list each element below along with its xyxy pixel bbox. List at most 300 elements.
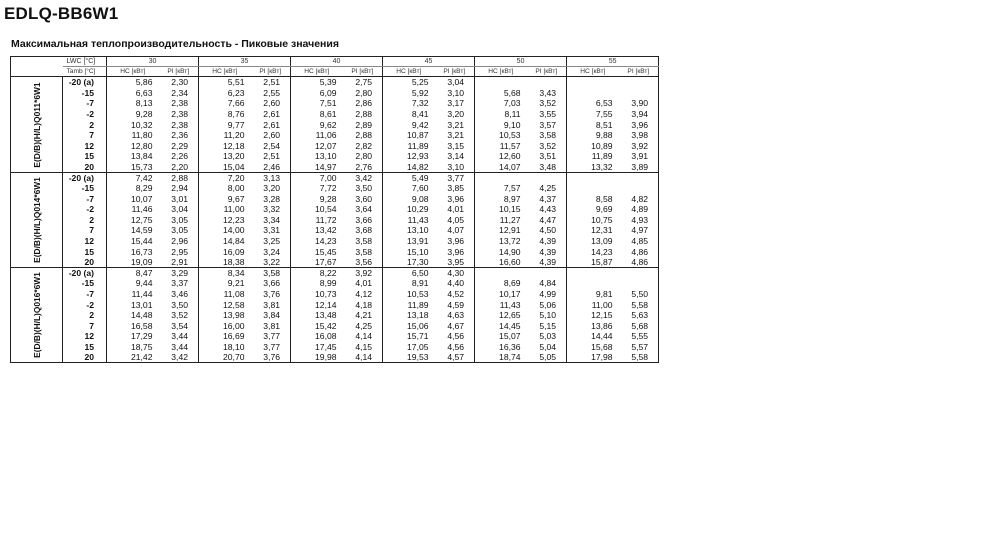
hc-value: 14,44 — [591, 331, 613, 342]
tamb-label: Tamb [°C] — [63, 67, 107, 77]
pi-value: 3,01 — [159, 193, 199, 204]
pi-value: 5,03 — [527, 331, 567, 342]
model-label: E(D/B)(H/L)Q016*6W1 — [31, 272, 42, 359]
pi-unit-header-30: PI [кВт] — [159, 67, 199, 77]
lwc-header-45: 45 — [383, 57, 475, 67]
pi-value: 3,84 — [251, 310, 291, 321]
pi-value: 3,13 — [251, 172, 291, 183]
hc-value: 15,44 — [130, 236, 153, 247]
hc-value: 21,42 — [107, 352, 159, 363]
pi-value: 4,84 — [527, 278, 567, 289]
tamb-value: -20 (a) — [63, 77, 107, 88]
tamb-value: 12 — [63, 236, 107, 247]
pi-value: 3,98 — [619, 130, 659, 141]
hc-value: 7,32 — [411, 98, 429, 109]
tamb-value: 2 — [63, 119, 107, 130]
heating-capacity-table — [10, 56, 659, 363]
pi-value: 5,63 — [619, 310, 659, 321]
tamb-value: 7 — [63, 130, 107, 141]
pi-value — [619, 87, 659, 98]
pi-value: 4,39 — [527, 236, 567, 247]
hc-value: 13,42 — [315, 225, 337, 236]
hc-value: 18,75 — [130, 342, 153, 353]
header-row-units — [11, 67, 659, 77]
pi-value: 4,56 — [435, 342, 475, 353]
hc-value — [567, 172, 619, 183]
hc-value: 10,07 — [130, 193, 153, 204]
pi-value: 3,42 — [343, 172, 383, 183]
pi-value: 3,60 — [343, 193, 383, 204]
pi-value: 4,47 — [527, 215, 567, 226]
table-row — [11, 331, 659, 342]
pi-value: 2,38 — [159, 119, 199, 130]
pi-value: 4,93 — [619, 215, 659, 226]
pi-value: 3,20 — [251, 183, 291, 194]
lwc-header-30: 30 — [107, 57, 199, 67]
pi-value: 3,10 — [435, 162, 475, 173]
table-row — [11, 140, 659, 151]
table-row — [11, 204, 659, 215]
table-row — [11, 130, 659, 141]
pi-value — [619, 278, 659, 289]
pi-value: 3,81 — [251, 321, 291, 332]
pi-value: 3,58 — [527, 130, 567, 141]
hc-value — [475, 268, 527, 279]
pi-value: 5,05 — [527, 352, 567, 363]
pi-value: 2,36 — [159, 130, 199, 141]
hc-value: 5,49 — [383, 172, 435, 183]
table-row — [11, 278, 659, 289]
hc-value: 9,21 — [227, 278, 245, 289]
hc-value: 15,04 — [223, 161, 245, 172]
hc-value: 15,07 — [499, 331, 521, 342]
pi-value: 3,21 — [435, 119, 475, 130]
pi-value: 4,89 — [619, 204, 659, 215]
hc-value: 16,73 — [130, 246, 153, 257]
table-row — [11, 215, 659, 226]
hc-value: 11,27 — [499, 214, 521, 225]
hc-value: 17,98 — [567, 352, 619, 363]
hc-value: 12,15 — [591, 310, 613, 321]
hc-value — [567, 278, 619, 289]
hc-value: 16,69 — [223, 331, 245, 342]
pi-value: 3,42 — [159, 352, 199, 363]
pi-value: 4,97 — [619, 225, 659, 236]
hc-value: 8,51 — [595, 119, 613, 130]
hc-value: 7,42 — [107, 172, 159, 183]
pi-value: 2,75 — [343, 77, 383, 88]
hc-value: 10,73 — [315, 289, 337, 300]
lwc-header-55: 55 — [567, 57, 659, 67]
pi-value: 3,94 — [619, 109, 659, 120]
pi-value: 3,32 — [251, 204, 291, 215]
pi-value: 2,55 — [251, 87, 291, 98]
hc-value: 6,53 — [595, 98, 613, 109]
lwc-header-50: 50 — [475, 57, 567, 67]
lwc-header-40: 40 — [291, 57, 383, 67]
pi-value — [619, 183, 659, 194]
tamb-value: -7 — [63, 98, 107, 109]
model-label-cell — [11, 268, 63, 363]
hc-value: 8,61 — [319, 108, 337, 119]
hc-value: 13,48 — [315, 310, 337, 321]
hc-unit-header-40: HC [кВт] — [291, 67, 343, 77]
pi-value: 2,80 — [343, 151, 383, 162]
pi-value: 5,58 — [619, 299, 659, 310]
table-row — [11, 246, 659, 257]
pi-value: 3,55 — [527, 109, 567, 120]
pi-value: 2,61 — [251, 109, 291, 120]
pi-value: 3,21 — [435, 130, 475, 141]
pi-value: 2,51 — [251, 77, 291, 88]
pi-value: 3,28 — [251, 193, 291, 204]
pi-value: 3,92 — [343, 268, 383, 279]
hc-value: 13,32 — [591, 161, 613, 172]
hc-value: 14,45 — [499, 320, 521, 331]
pi-value: 4,85 — [619, 236, 659, 247]
hc-value: 7,03 — [503, 98, 521, 109]
pi-value: 4,43 — [527, 204, 567, 215]
hc-value: 19,98 — [291, 352, 343, 363]
pi-value: 3,58 — [251, 268, 291, 279]
hc-value: 15,45 — [315, 246, 337, 257]
hc-value: 15,68 — [591, 342, 613, 353]
tamb-value: -2 — [63, 204, 107, 215]
pi-value: 5,57 — [619, 342, 659, 353]
header-row-lwc — [11, 57, 659, 67]
pi-value: 3,77 — [435, 172, 475, 183]
hc-value: 11,46 — [131, 204, 153, 215]
hc-value: 10,53 — [499, 130, 521, 141]
hc-unit-header-30: HC [кВт] — [107, 67, 159, 77]
pi-value: 3,91 — [619, 151, 659, 162]
pi-value: 3,77 — [251, 331, 291, 342]
hc-value: 11,44 — [131, 289, 153, 300]
hc-value: 15,06 — [407, 320, 429, 331]
hc-value: 11,72 — [315, 214, 337, 225]
pi-unit-header-55: PI [кВт] — [619, 67, 659, 77]
pi-value: 2,60 — [251, 98, 291, 109]
hc-unit-header-55: HC [кВт] — [567, 67, 619, 77]
hc-value — [567, 77, 619, 88]
hc-value: 15,71 — [407, 331, 429, 342]
pi-value: 2,61 — [251, 119, 291, 130]
hc-value: 14,59 — [130, 225, 153, 236]
pi-value: 2,34 — [159, 87, 199, 98]
table-row — [11, 193, 659, 204]
pi-value: 4,14 — [343, 352, 383, 363]
pi-value: 4,63 — [435, 310, 475, 321]
hc-value: 8,76 — [227, 108, 245, 119]
hc-value: 13,91 — [407, 236, 429, 247]
hc-value: 15,42 — [315, 320, 337, 331]
hc-value: 8,00 — [227, 183, 245, 194]
hc-value: 9,44 — [135, 278, 153, 289]
pi-value: 2,96 — [159, 236, 199, 247]
hc-value: 10,87 — [407, 130, 429, 141]
hc-value: 9,77 — [227, 119, 245, 130]
tamb-value: 20 — [63, 162, 107, 173]
hc-value: 5,51 — [199, 77, 251, 88]
table-row — [11, 236, 659, 247]
hc-value: 7,66 — [227, 98, 245, 109]
pi-value: 2,54 — [251, 140, 291, 151]
table-row — [11, 172, 659, 183]
hc-value: 14,90 — [499, 246, 521, 257]
pi-value: 3,04 — [435, 77, 475, 88]
pi-value: 3,68 — [343, 225, 383, 236]
model-label-cell — [11, 77, 63, 172]
hc-value: 8,29 — [135, 183, 153, 194]
table-row — [11, 183, 659, 194]
pi-unit-header-35: PI [кВт] — [251, 67, 291, 77]
hc-value: 13,98 — [223, 310, 245, 321]
table-row — [11, 87, 659, 98]
model-label: E(D/B)(H/L)Q014*6W1 — [31, 177, 42, 263]
hc-value: 5,39 — [291, 77, 343, 88]
pi-value: 4,12 — [343, 289, 383, 300]
hc-value: 8,69 — [503, 278, 521, 289]
hc-value: 7,60 — [411, 183, 429, 194]
table-row — [11, 151, 659, 162]
pi-value: 5,15 — [527, 321, 567, 332]
table-row — [11, 109, 659, 120]
hc-value: 9,81 — [595, 289, 613, 300]
pi-value: 3,96 — [435, 236, 475, 247]
pi-value: 4,56 — [435, 331, 475, 342]
pi-value: 4,25 — [527, 183, 567, 194]
tamb-value: -7 — [63, 193, 107, 204]
hc-value: 11,08 — [223, 289, 245, 300]
tamb-value: -20 (a) — [63, 172, 107, 183]
table-row — [11, 77, 659, 88]
tamb-value: 2 — [63, 310, 107, 321]
pi-value: 3,05 — [159, 225, 199, 236]
hc-value: 9,08 — [411, 193, 429, 204]
hc-value: 11,57 — [499, 140, 521, 151]
pi-value: 3,50 — [343, 183, 383, 194]
hc-value: 11,00 — [223, 204, 245, 215]
pi-value: 3,46 — [159, 289, 199, 300]
pi-value: 5,68 — [619, 321, 659, 332]
hc-value: 17,45 — [315, 342, 337, 353]
hc-value: 9,69 — [595, 204, 613, 215]
hc-value: 14,23 — [591, 246, 613, 257]
hc-value — [567, 183, 619, 194]
hc-value: 7,00 — [291, 172, 343, 183]
pi-value: 4,30 — [435, 268, 475, 279]
pi-value: 3,96 — [435, 246, 475, 257]
hc-value: 9,88 — [595, 130, 613, 141]
header-corner — [11, 57, 63, 67]
hc-value: 7,57 — [503, 183, 521, 194]
pi-value — [619, 172, 659, 183]
hc-value: 13,10 — [315, 151, 337, 162]
tamb-value: -15 — [63, 87, 107, 98]
hc-value: 11,80 — [131, 130, 153, 141]
hc-value: 7,20 — [199, 172, 251, 183]
table-row — [11, 257, 659, 268]
pi-value: 3,89 — [619, 162, 659, 173]
table-row — [11, 289, 659, 300]
hc-value: 12,65 — [499, 310, 521, 321]
table-row — [11, 342, 659, 353]
pi-value: 3,14 — [435, 151, 475, 162]
pi-value — [527, 172, 567, 183]
pi-value: 3,51 — [527, 151, 567, 162]
pi-value: 4,25 — [343, 321, 383, 332]
hc-value: 5,92 — [411, 87, 429, 98]
hc-value: 20,70 — [199, 352, 251, 363]
hc-value: 15,10 — [407, 246, 429, 257]
hc-value: 11,43 — [407, 214, 429, 225]
pi-unit-header-45: PI [кВт] — [435, 67, 475, 77]
hc-value — [567, 87, 619, 98]
pi-value: 4,86 — [619, 257, 659, 268]
hc-value: 16,60 — [499, 257, 521, 268]
pi-value: 2,86 — [343, 98, 383, 109]
hc-value: 8,13 — [135, 98, 153, 109]
hc-value: 12,91 — [499, 225, 521, 236]
pi-value: 4,18 — [343, 299, 383, 310]
hc-value: 11,89 — [591, 151, 613, 162]
hc-value: 17,30 — [407, 257, 429, 268]
tamb-value: -20 (a) — [63, 268, 107, 279]
hc-value: 12,75 — [130, 214, 153, 225]
pi-value: 3,85 — [435, 183, 475, 194]
pi-value: 2,91 — [159, 257, 199, 268]
pi-value: 3,76 — [251, 352, 291, 363]
table-row — [11, 119, 659, 130]
pi-value: 2,38 — [159, 98, 199, 109]
model-label-cell — [11, 172, 63, 267]
hc-value: 10,89 — [591, 140, 613, 151]
tamb-value: 7 — [63, 321, 107, 332]
pi-value: 2,80 — [343, 87, 383, 98]
pi-value: 3,43 — [527, 87, 567, 98]
hc-value: 6,23 — [227, 87, 245, 98]
table-row — [11, 352, 659, 363]
hc-value: 6,50 — [383, 268, 435, 279]
pi-value: 3,96 — [435, 193, 475, 204]
hc-value: 8,58 — [595, 193, 613, 204]
hc-value: 8,99 — [319, 278, 337, 289]
pi-value: 3,96 — [619, 119, 659, 130]
pi-value: 3,54 — [159, 321, 199, 332]
pi-value: 4,40 — [435, 278, 475, 289]
pi-value: 3,48 — [527, 162, 567, 173]
pi-value: 4,50 — [527, 225, 567, 236]
pi-value: 2,38 — [159, 109, 199, 120]
pi-unit-header-40: PI [кВт] — [343, 67, 383, 77]
hc-value: 12,14 — [315, 299, 337, 310]
pi-value: 2,94 — [159, 183, 199, 194]
hc-value: 6,09 — [319, 87, 337, 98]
hc-value: 12,58 — [223, 299, 245, 310]
pi-value: 4,01 — [343, 278, 383, 289]
hc-value: 9,67 — [227, 193, 245, 204]
pi-value: 3,57 — [527, 119, 567, 130]
hc-value: 5,25 — [383, 77, 435, 88]
table-row — [11, 162, 659, 173]
pi-value: 3,17 — [435, 98, 475, 109]
hc-value: 8,47 — [107, 268, 159, 279]
pi-value — [527, 77, 567, 88]
hc-value: 9,10 — [503, 119, 521, 130]
pi-value: 3,37 — [159, 278, 199, 289]
hc-value — [475, 172, 527, 183]
hc-value: 9,62 — [319, 119, 337, 130]
table-row — [11, 268, 659, 279]
model-label: E(D/B)(H/L)Q011*6W1 — [31, 81, 42, 168]
tamb-value: 20 — [63, 352, 107, 363]
pi-value: 5,55 — [619, 331, 659, 342]
hc-value: 18,10 — [223, 342, 245, 353]
hc-value: 14,23 — [315, 236, 337, 247]
tamb-value: -15 — [63, 278, 107, 289]
pi-value: 3,66 — [343, 215, 383, 226]
hc-unit-header-45: HC [кВт] — [383, 67, 435, 77]
hc-value: 16,08 — [315, 331, 337, 342]
hc-value: 17,29 — [130, 331, 153, 342]
pi-value: 4,82 — [619, 193, 659, 204]
pi-value: 4,59 — [435, 299, 475, 310]
pi-value: 2,88 — [343, 109, 383, 120]
hc-value: 14,00 — [223, 225, 245, 236]
table-row — [11, 321, 659, 332]
hc-value: 12,60 — [499, 151, 521, 162]
hc-value: 13,86 — [591, 320, 613, 331]
lwc-header-35: 35 — [199, 57, 291, 67]
pi-value: 3,15 — [435, 140, 475, 151]
lwc-label: LWC [°C] — [63, 57, 107, 67]
pi-value: 2,82 — [343, 140, 383, 151]
hc-value: 14,82 — [407, 161, 429, 172]
hc-value: 18,74 — [475, 352, 527, 363]
hc-value: 12,80 — [130, 140, 153, 151]
pi-value: 3,25 — [251, 236, 291, 247]
pi-value: 2,51 — [251, 151, 291, 162]
pi-value: 3,44 — [159, 331, 199, 342]
tamb-value: 15 — [63, 151, 107, 162]
pi-value: 5,50 — [619, 289, 659, 300]
hc-value: 13,84 — [130, 151, 153, 162]
pi-value: 4,99 — [527, 289, 567, 300]
hc-value: 15,73 — [130, 161, 153, 172]
table-row — [11, 310, 659, 321]
pi-value: 4,67 — [435, 321, 475, 332]
hc-value: 10,53 — [407, 289, 429, 300]
pi-value: 3,66 — [251, 278, 291, 289]
hc-value: 11,89 — [407, 299, 429, 310]
hc-unit-header-35: HC [кВт] — [199, 67, 251, 77]
hc-value: 13,10 — [407, 225, 429, 236]
hc-value: 12,93 — [407, 151, 429, 162]
pi-value: 3,44 — [159, 342, 199, 353]
hc-value: 16,09 — [223, 246, 245, 257]
hc-value: 11,20 — [223, 130, 245, 141]
hc-value: 14,84 — [223, 236, 245, 247]
header-corner-lower — [11, 67, 63, 77]
hc-value: 10,29 — [407, 204, 429, 215]
pi-value: 4,21 — [343, 310, 383, 321]
table-row — [11, 299, 659, 310]
pi-value: 3,24 — [251, 246, 291, 257]
hc-value: 15,87 — [591, 257, 613, 268]
hc-value: 11,06 — [315, 130, 337, 141]
hc-value: 16,00 — [223, 320, 245, 331]
hc-value: 8,34 — [199, 268, 251, 279]
